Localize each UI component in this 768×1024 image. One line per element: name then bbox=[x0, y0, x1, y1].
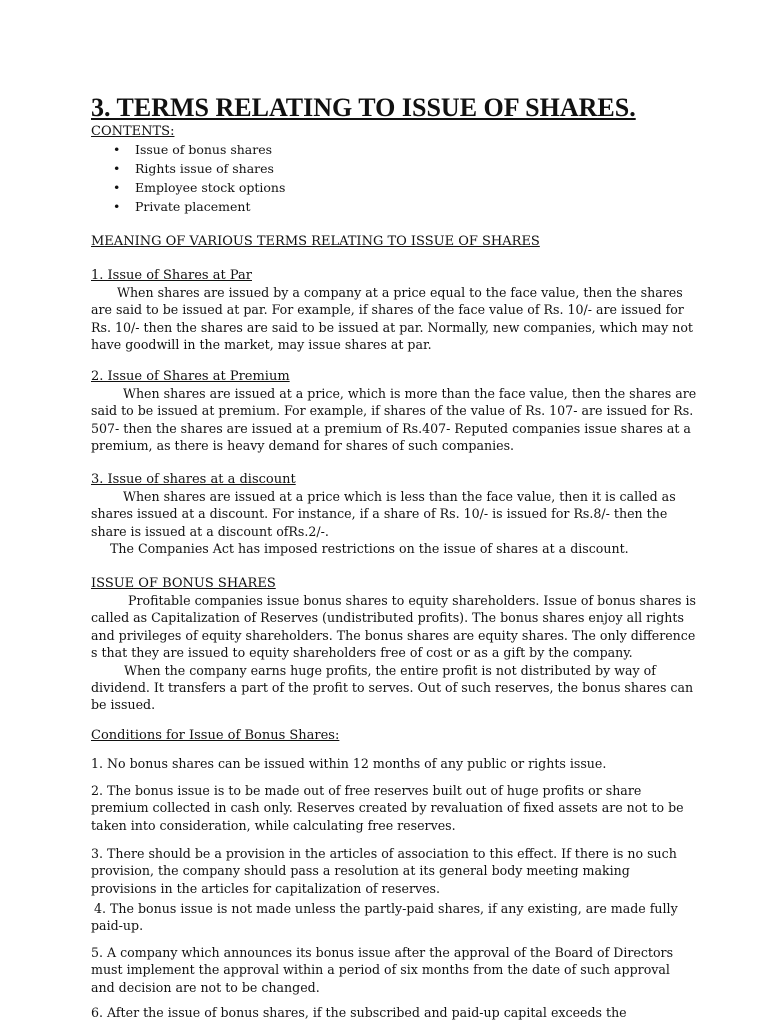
paragraph-line: must implement the approval within a period of six months from the date of such approval bbox=[91, 962, 670, 978]
paragraph-line: taken into consideration, while calculating free reserves. bbox=[91, 817, 456, 833]
paragraph-line: and privileges of equity shareholders. The bonus shares are equity shares. The only difference bbox=[91, 627, 696, 643]
paragraph-line: The Companies Act has imposed restrictions on the issue of shares at a discount. bbox=[110, 541, 629, 557]
condition-item bbox=[91, 944, 701, 996]
paragraph-line: 6. After the issue of bonus shares, if the subscribed and paid-up capital exceeds the bbox=[91, 1005, 627, 1020]
bullet-icon: • bbox=[113, 142, 121, 157]
bonus-heading: ISSUE OF BONUS SHARES bbox=[91, 576, 276, 591]
paragraph-line: called as Capitalization of Reserves (undistributed profits). The bonus shares enjoy all rights bbox=[91, 610, 684, 626]
paragraph-line: When shares are issued at a price which is less than the face value, then it is called as bbox=[123, 489, 676, 504]
contents-item: • Rights issue of shares bbox=[113, 161, 274, 176]
paragraph-line: said to be issued at premium. For example, if shares of the value of Rs. 107- are issued for Rs. bbox=[91, 403, 694, 419]
contents-label: CONTENTS: bbox=[91, 124, 175, 139]
paragraph-line: premium, as there is heavy demand for shares of such companies. bbox=[91, 438, 515, 454]
bullet-icon: • bbox=[113, 161, 121, 176]
paragraph-line: 5. A company which announces its bonus issue after the approval of the Board of Directors bbox=[91, 945, 674, 960]
paragraph-line: 507- then the shares are issued at a premium of Rs.407- Reputed companies issue shares at a bbox=[91, 420, 691, 436]
paragraph-line: dividend. It transfers a part of the profit to serves. Out of such reserves, the bonus shares can bbox=[91, 679, 694, 695]
paragraph-line: share is issued at a discount ofRs.2/-. bbox=[91, 523, 329, 539]
condition-item bbox=[91, 900, 701, 935]
premium-paragraph bbox=[91, 385, 701, 455]
paragraph-line: provision, the company should pass a resolution at its general body meeting making bbox=[91, 863, 630, 879]
bullet-icon: • bbox=[113, 180, 121, 195]
paragraph-line: premium collected in cash only. Reserves created by revaluation of fixed assets are not to be bbox=[91, 800, 684, 816]
conditions-heading: Conditions for Issue of Bonus Shares: bbox=[91, 728, 340, 743]
paragraph-line: When shares are issued by a company at a price equal to the face value, then the shares bbox=[117, 285, 683, 300]
paragraph-line: be issued. bbox=[91, 697, 156, 713]
bonus-paragraph bbox=[91, 592, 701, 714]
discount-heading: 3. Issue of shares at a discount bbox=[91, 472, 296, 487]
condition-item bbox=[91, 1004, 701, 1021]
paragraph-line: have goodwill in the market, may issue shares at par. bbox=[91, 337, 432, 353]
paragraph-line: shares issued at a discount. For instance, if a share of Rs. 10/- is issued for Rs.8/- then the bbox=[91, 506, 668, 522]
paragraph-line: paid-up. bbox=[91, 918, 144, 934]
contents-item: • Employee stock options bbox=[113, 180, 286, 195]
section-heading: MEANING OF VARIOUS TERMS RELATING TO ISSUE OF SHARES bbox=[91, 234, 540, 249]
par-paragraph bbox=[91, 284, 701, 354]
paragraph-line: When the company earns huge profits, the entire profit is not distributed by way of bbox=[124, 662, 656, 678]
condition-item bbox=[91, 755, 701, 772]
paragraph-line: provisions in the articles for capitalization of reserves. bbox=[91, 880, 441, 896]
par-heading: 1. Issue of Shares at Par bbox=[91, 268, 252, 283]
bullet-icon: • bbox=[113, 199, 121, 214]
page-title: 3. TERMS RELATING TO ISSUE OF SHARES. bbox=[91, 93, 636, 122]
paragraph-line: 1. No bonus shares can be issued within 12 months of any public or rights issue. bbox=[91, 756, 607, 771]
paragraph-line: s that they are issued to equity shareholders free of cost or as a gift by the company. bbox=[91, 645, 633, 661]
paragraph-line: 4. The bonus issue is not made unless the partly-paid shares, if any existing, are made fully bbox=[94, 901, 678, 916]
premium-heading: 2. Issue of Shares at Premium bbox=[91, 369, 290, 384]
paragraph-line: 3. There should be a provision in the articles of association to this effect. If there is no such bbox=[91, 846, 677, 861]
paragraph-line: 2. The bonus issue is to be made out of free reserves built out of huge profits or share bbox=[91, 783, 642, 798]
condition-item bbox=[91, 782, 701, 834]
paragraph-line: are said to be issued at par. For example, if shares of the face value of Rs. 10/- are issued for bbox=[91, 302, 684, 318]
contents-item: • Issue of bonus shares bbox=[113, 142, 273, 157]
paragraph-line: Rs. 10/- then the shares are said to be issued at par. Normally, new companies, which may not bbox=[91, 319, 693, 335]
discount-paragraph bbox=[91, 488, 701, 558]
paragraph-line: and decision are not to be changed. bbox=[91, 979, 320, 995]
paragraph-line: Profitable companies issue bonus shares to equity shareholders. Issue of bonus shares is bbox=[128, 593, 696, 608]
condition-item bbox=[91, 845, 701, 897]
paragraph-line: When shares are issued at a price, which is more than the face value, then the shares are bbox=[123, 386, 697, 401]
contents-item: • Private placement bbox=[113, 199, 251, 214]
